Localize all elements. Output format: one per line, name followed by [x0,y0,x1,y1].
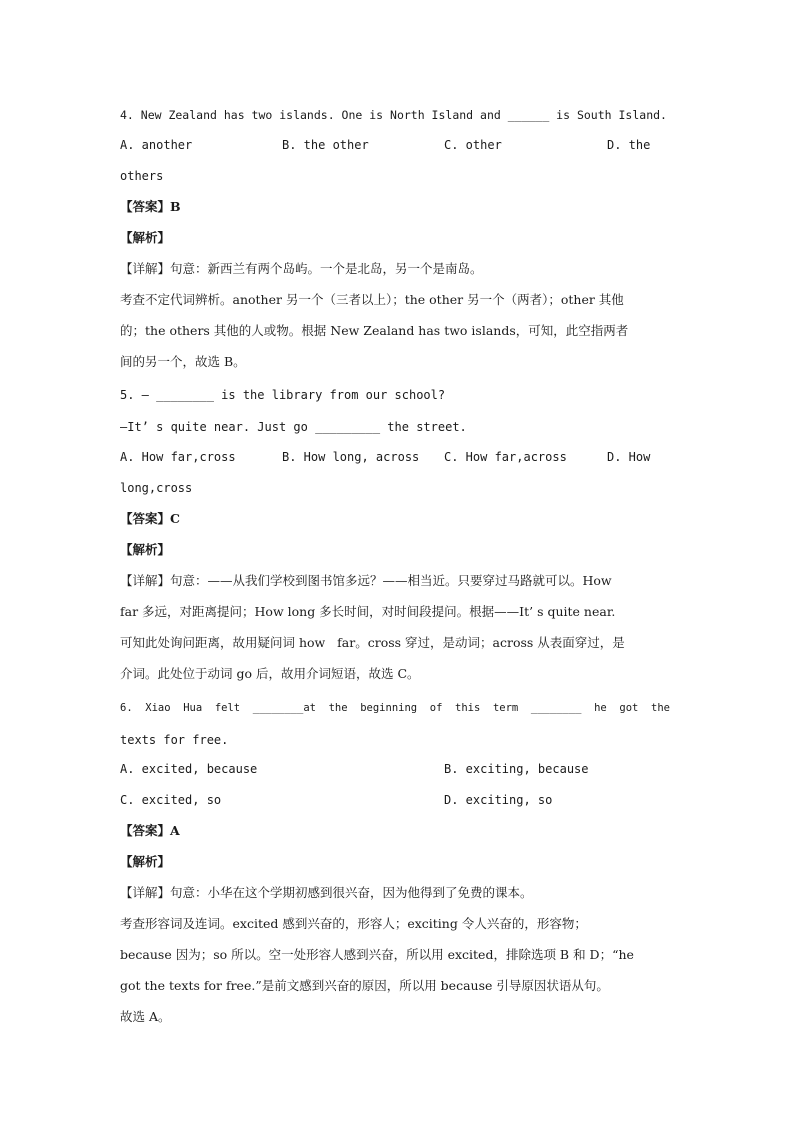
question-6-detail-line: 故选 A。 [120,1009,171,1024]
question-6-option-a: A. excited, because [120,762,258,776]
question-5-detail-line: 【详解】句意：——从我们学校到图书馆多远？——相当近。只要穿过马路就可以。How [120,573,612,588]
question-6-answer: 【答案】A [120,823,180,838]
question-4-option-c: C. other [444,138,502,152]
question-5-analysis-title: 【解析】 [120,542,171,557]
question-5-stem-line: 5. — ________ is the library from our school? [120,388,446,402]
question-6-detail-line: got the texts for free.”是前文感到兴奋的原因，所以用 because 引导原因状语从句。 [120,978,609,993]
question-4-answer: 【答案】B [120,199,181,214]
question-6-option-c: C. excited, so [120,793,222,807]
question-5-option-a: A. How far,cross [120,450,236,464]
question-5-detail-line: 介词。此处位于动词 go 后，故用介词短语，故选 C。 [120,666,420,681]
question-4-analysis-title: 【解析】 [120,230,171,245]
question-4-detail-line: 考查不定代词辨析。another 另一个（三者以上）；the other 另一个（两者）；other 其他 [120,292,624,307]
question-4-detail-line: 【详解】句意：新西兰有两个岛屿。一个是北岛，另一个是南岛。 [120,261,483,276]
question-5-option-d: D. How [607,450,651,464]
question-5-option-b: B. How long, across [282,450,420,464]
question-4-option-d: D. the [607,138,651,152]
question-6-stem-line: 6. Xiao Hua felt ________at the beginning of this term ________ he got the [120,702,670,714]
question-4-detail-line: 的；the others 其他的人或物。根据 New Zealand has two islands，可知，此空指两者 [120,323,629,338]
question-6-detail-line: 【详解】句意：小华在这个学期初感到很兴奋，因为他得到了免费的课本。 [120,885,533,900]
question-5-detail-line: far 多远，对距离提问；How long 多长时间，对时间段提问。根据——It’ s quite near. [120,604,616,619]
question-5-detail-line: 可知此处询问距离，故用疑问词 how far。cross 穿过，是动词；across 从表面穿过，是 [120,635,625,650]
question-6-detail-line: 考查形容词及连词。excited 感到兴奋的，形容人；exciting 令人兴奋的，形容物； [120,916,587,931]
question-5-option-c: C. How far,across [444,450,567,464]
question-4-stem: 4. New Zealand has two islands. One is North Island and ______ is South Island. [120,108,667,122]
question-5-answer: 【答案】C [120,511,180,526]
question-5-stem-line: —It’ s quite near. Just go _________ the street. [120,420,467,434]
question-4-detail-line: 间的另一个，故选 B。 [120,354,246,369]
question-4-option-a: A. another [120,138,193,152]
question-5-option-d-continued: long,cross [120,481,193,495]
question-4-option-d-continued: others [120,169,164,183]
question-6-option-d: D. exciting, so [444,793,553,807]
question-6-analysis-title: 【解析】 [120,854,171,869]
question-4-option-b: B. the other [282,138,369,152]
question-6-detail-line: because 因为；so 所以。空一处形容人感到兴奋，所以用 excited，排除选项 B 和 D；“he [120,947,634,962]
question-6-option-b: B. exciting, because [444,762,589,776]
question-6-stem-line: texts for free. [120,733,229,747]
